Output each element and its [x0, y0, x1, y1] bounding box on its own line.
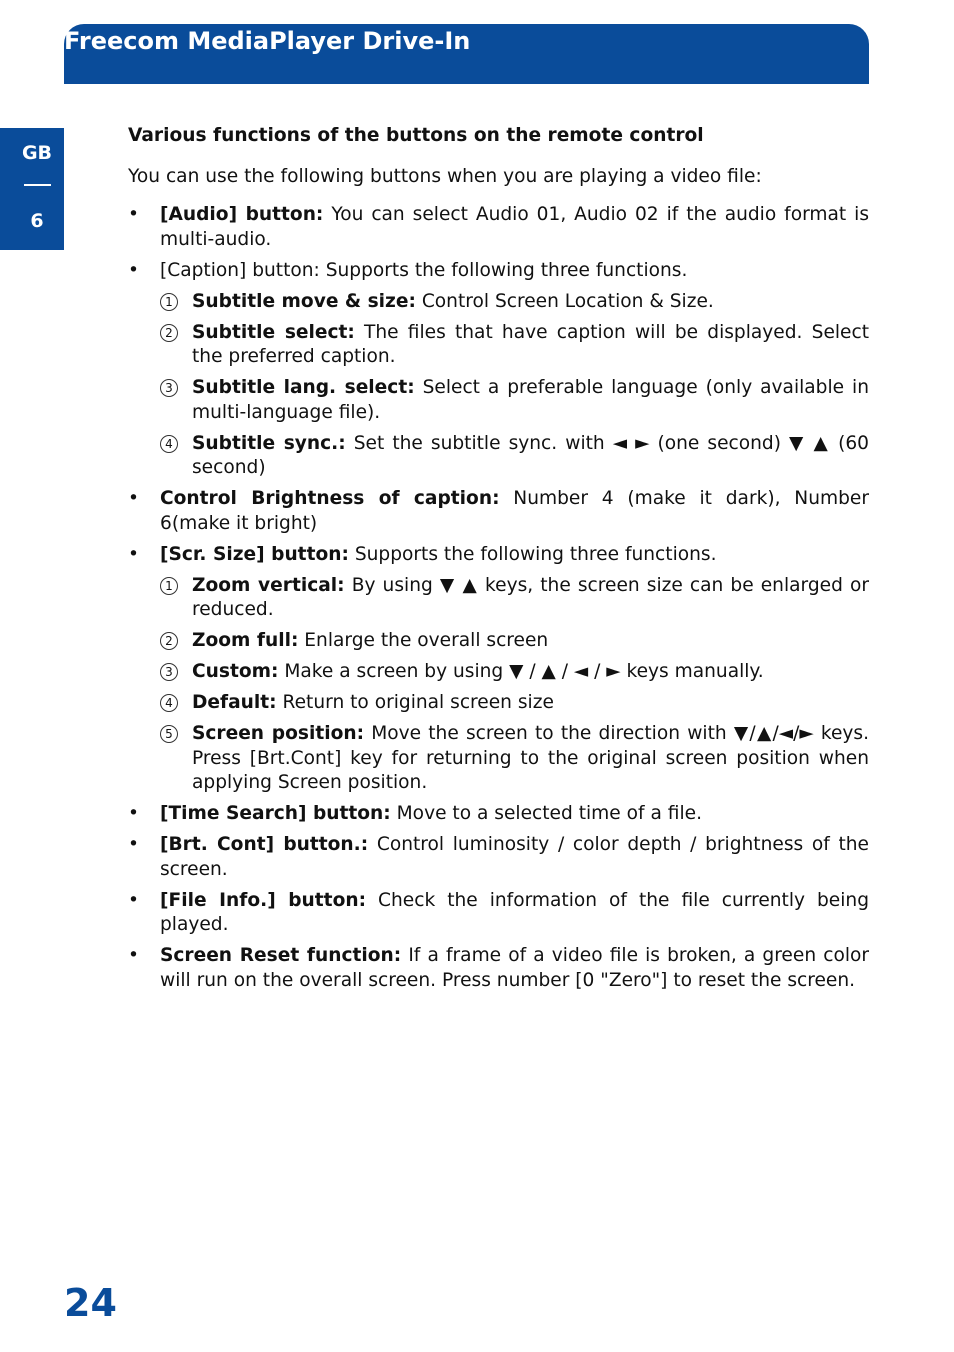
list-item-file-info: [128, 889, 869, 938]
bullet-icon: •: [128, 543, 139, 565]
list-item-scr-size: [128, 543, 869, 796]
intro-text: You can use the following buttons when you are playing a video file:: [128, 165, 762, 187]
item-label: Custom:: [192, 661, 279, 682]
sublist-item: [160, 376, 869, 425]
sublist-item: [160, 660, 869, 685]
item-text: By using ▼ ▲ keys, the screen size can be enlarged or reduced.: [192, 574, 870, 620]
circled-number-icon: 4: [160, 694, 178, 712]
list-item-brightness: [128, 487, 869, 536]
item-text: Select a preferable language (only available in multi-language file).: [192, 377, 869, 423]
list-item-caption: [128, 259, 869, 481]
item-label: Subtitle sync.:: [192, 432, 346, 454]
item-label: Screen position:: [192, 723, 365, 744]
circled-number-icon: 2: [160, 632, 178, 650]
item-text: Return to original screen size: [276, 692, 554, 713]
sublist-item: [160, 290, 869, 315]
circled-number-icon: 3: [160, 379, 178, 397]
sublist-item: [160, 629, 869, 654]
bullet-icon: •: [128, 204, 139, 225]
item-text: The files that have caption will be displayed. Select the preferred caption.: [192, 321, 870, 367]
language-code: GB: [21, 142, 53, 164]
section-heading: Various functions of the buttons on the remote control: [128, 125, 704, 146]
circled-number-icon: 3: [160, 663, 178, 681]
sublist-item: [160, 574, 869, 623]
sublist-item: [160, 321, 869, 370]
item-text: Check the information of the file currently being played.: [160, 889, 869, 935]
bullet-icon: •: [128, 945, 139, 966]
item-text: Move to a selected time of a file.: [390, 803, 702, 824]
tab-divider: [24, 184, 51, 186]
sublist-item: [160, 722, 869, 796]
list-item-screen-reset: [128, 944, 869, 993]
function-list: [128, 203, 869, 993]
list-item-brt-cont: [128, 833, 869, 882]
item-text: If a frame of a video file is broken, a green color will run on the overall screen. Press number [0 "Zero"] to reset the screen.: [160, 945, 870, 991]
item-text: [Caption] button: Supports the following three functions.: [160, 259, 688, 281]
main-content: [128, 124, 869, 1000]
item-label: Control Brightness of caption:: [160, 488, 500, 509]
item-text: Number 4 (make it dark), Number 6(make it bright): [160, 488, 869, 534]
item-text: Move the screen to the direction with ▼/▲/◄/► keys. Press [Brt.Cont] key for returning to the original screen position when applying Screen position.: [192, 723, 869, 793]
bullet-icon: •: [128, 834, 139, 855]
item-text: You can select Audio 01, Audio 02 if the audio format is multi-audio.: [160, 204, 870, 250]
sublist-item: [160, 432, 869, 481]
scr-size-sublist: [160, 574, 869, 796]
item-label: [Scr. Size] button:: [160, 543, 349, 565]
item-text: Enlarge the overall screen: [298, 630, 549, 651]
bullet-icon: •: [128, 803, 139, 824]
item-label: Default:: [192, 692, 277, 713]
item-label: [Time Search] button:: [160, 803, 391, 824]
item-label: Subtitle lang. select:: [192, 377, 415, 398]
list-item-time-search: [128, 802, 869, 827]
bullet-icon: •: [128, 259, 139, 281]
list-item-audio: [128, 203, 869, 252]
circled-number-icon: 4: [160, 435, 178, 453]
item-label: Subtitle select:: [192, 321, 355, 343]
chapter-number: 6: [30, 210, 44, 232]
item-text: Supports the following three functions.: [348, 543, 717, 565]
circled-number-icon: 1: [160, 293, 178, 311]
item-text: Make a screen by using ▼ / ▲ / ◄ / ► keys manually.: [278, 661, 764, 682]
item-label: [Audio] button:: [160, 204, 324, 225]
item-label: Zoom vertical:: [192, 574, 345, 596]
item-label: [File Info.] button:: [160, 889, 367, 911]
bullet-icon: •: [128, 889, 139, 911]
circled-number-icon: 2: [160, 324, 178, 342]
item-label: Screen Reset function:: [160, 945, 402, 966]
item-text: Control Screen Location & Size.: [415, 290, 714, 312]
item-text: Control luminosity / color depth / brightness of the screen.: [160, 834, 869, 880]
circled-number-icon: 5: [160, 725, 178, 743]
sublist-item: [160, 691, 869, 716]
item-label: [Brt. Cont] button.:: [160, 834, 369, 855]
page-title: Freecom MediaPlayer Drive-In: [64, 27, 471, 55]
item-label: Subtitle move & size:: [192, 290, 416, 312]
item-label: Zoom full:: [192, 630, 299, 651]
circled-number-icon: 1: [160, 577, 178, 595]
chapter-tab: [0, 128, 64, 250]
page-number: 24: [64, 1281, 117, 1325]
bullet-icon: •: [128, 488, 139, 509]
caption-sublist: [160, 290, 869, 481]
item-text: Set the subtitle sync. with ◄ ► (one second) ▼ ▲ (60 second): [192, 432, 869, 478]
